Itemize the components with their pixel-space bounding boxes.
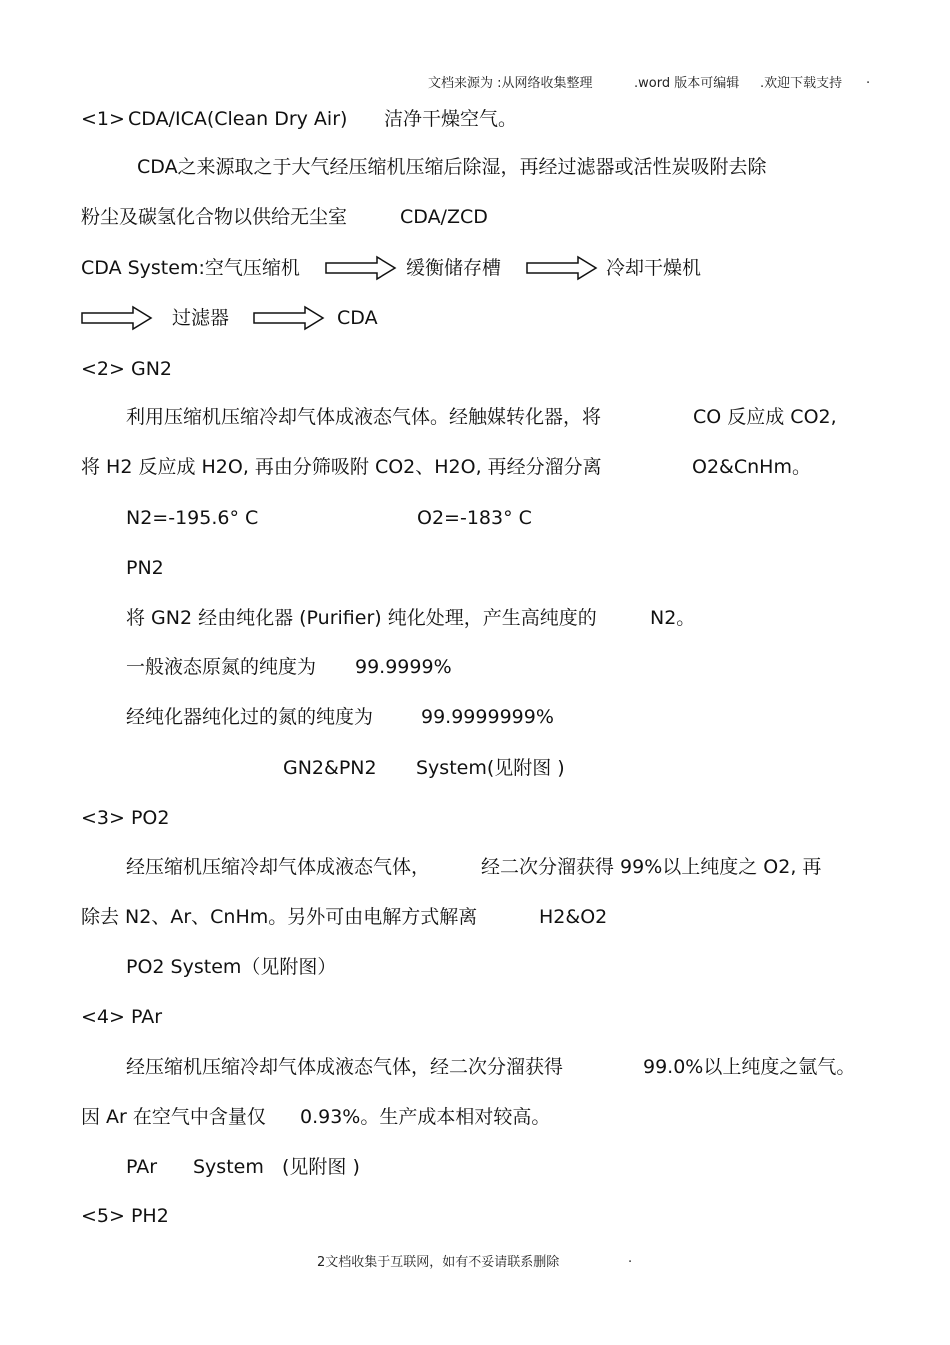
section-po2-heading: <3> PO2 — [81, 807, 170, 829]
par-paragraph-line1-end: 99.0%以上纯度之氩气。 — [643, 1056, 856, 1078]
flow-arrow-icon — [325, 255, 397, 281]
pn2-subheading: PN2 — [126, 557, 164, 579]
cda-paragraph-line2: 粉尘及碳氢化合物以供给无尘室 — [81, 206, 348, 228]
gn2-pn2-system-ref: System(见附图 ) — [416, 757, 565, 779]
po2-paragraph-line2: 除去 N2、Ar、CnHm。另外可由电解方式解离 — [81, 906, 478, 928]
o2-boiling-point: O2=-183° C — [417, 507, 532, 529]
liquid-nitrogen-purity-value: 99.9999% — [355, 656, 452, 678]
section-cda-heading-cn: 洁净干燥空气。 — [384, 108, 518, 130]
par-system-word: System — [193, 1156, 264, 1178]
purified-nitrogen-purity-label: 经纯化器纯化过的氮的纯度为 — [126, 706, 374, 728]
par-system-ref: (见附图 ) — [282, 1156, 360, 1178]
cda-paragraph-line1: CDA之来源取之于大气经压缩机压缩后除湿，再经过滤器或活性炭吸附去除 — [137, 156, 767, 178]
section-gn2-heading: <2> GN2 — [81, 358, 172, 380]
cda-flow-output: CDA — [337, 307, 378, 329]
gn2-paragraph-line2: 将 H2 反应成 H2O, 再由分筛吸附 CO2、H2O, 再经分溜分离 — [81, 456, 602, 478]
footer-dot: . — [628, 1251, 633, 1266]
header-source: 文档来源为 :从网络收集整理 — [428, 76, 593, 91]
footer-note: 2文档收集于互联网，如有不妥请联系删除 — [317, 1255, 560, 1270]
gn2-paragraph-line1: 利用压缩机压缩冷却气体成液态气体。经触媒转化器，将 — [126, 406, 602, 428]
po2-paragraph-line2-end: H2&O2 — [539, 906, 608, 928]
cda-flow-filter: 过滤器 — [172, 307, 230, 329]
section-par-heading: <4> PAr — [81, 1006, 163, 1028]
par-system-label: PAr — [126, 1156, 158, 1178]
purified-nitrogen-purity-value: 99.9999999% — [421, 706, 554, 728]
section-ph2-heading: <5> PH2 — [81, 1205, 169, 1227]
pn2-paragraph: 将 GN2 经由纯化器 (Purifier) 纯化处理，产生高纯度的 — [126, 607, 597, 629]
header-edit-note: .word 版本可编辑 — [634, 76, 740, 91]
flow-arrow-icon — [253, 305, 325, 331]
header-welcome: .欢迎下载支持 — [760, 76, 843, 91]
gn2-paragraph-line2-end: O2&CnHm。 — [692, 456, 811, 478]
n2-boiling-point: N2=-195.6° C — [126, 507, 259, 529]
pn2-paragraph-end: N2。 — [650, 607, 696, 629]
section-cda-heading-no: <1> — [81, 108, 125, 130]
cda-flow-buffer-tank: 缓衡储存槽 — [406, 257, 502, 279]
gn2-paragraph-line1-end: CO 反应成 CO2, — [693, 406, 837, 428]
po2-paragraph-line1-end: 经二次分溜获得 99%以上纯度之 O2, 再 — [481, 856, 822, 878]
par-paragraph-line1: 经压缩机压缩冷却气体成液态气体，经二次分溜获得 — [126, 1056, 564, 1078]
flow-arrow-icon — [526, 255, 598, 281]
gn2-pn2-system-label: GN2&PN2 — [283, 757, 377, 779]
flow-arrow-icon — [81, 305, 153, 331]
cda-flow-label: CDA System:空气压缩机 — [81, 257, 300, 279]
po2-system-ref: PO2 System（见附图） — [126, 956, 337, 978]
cda-paragraph-zcd: CDA/ZCD — [400, 206, 488, 228]
header-dot: . — [866, 72, 871, 87]
par-paragraph-line2: 因 Ar 在空气中含量仅 — [81, 1106, 266, 1128]
po2-paragraph-line1: 经压缩机压缩冷却气体成液态气体， — [126, 856, 431, 878]
liquid-nitrogen-purity-label: 一般液态原氮的纯度为 — [126, 656, 317, 678]
par-paragraph-line2-end: 0.93%。生产成本相对较高。 — [300, 1106, 551, 1128]
cda-flow-dryer: 冷却干燥机 — [606, 257, 702, 279]
section-cda-heading-en: CDA/ICA(Clean Dry Air) — [128, 108, 348, 130]
